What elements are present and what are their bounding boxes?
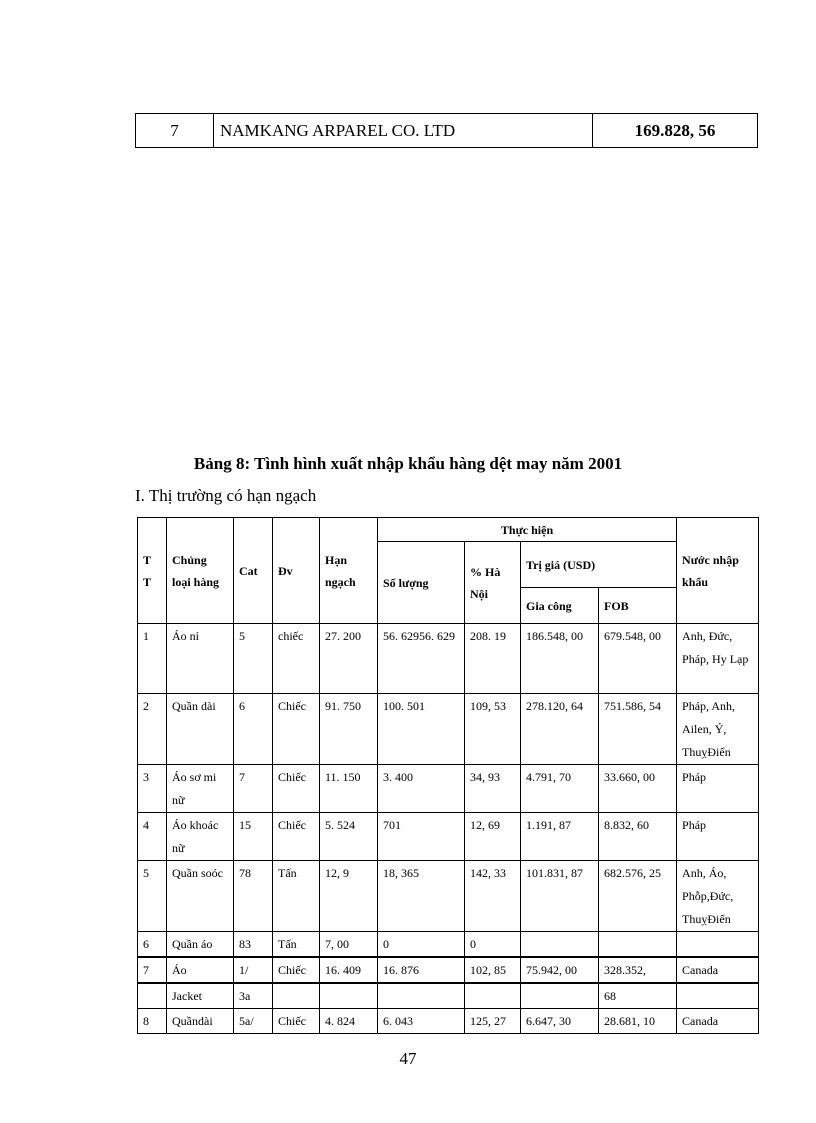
cell-fob: 68 bbox=[599, 983, 677, 1009]
cell-so-luong: 56. 62956. 629 bbox=[378, 624, 465, 694]
cell-so-luong: 0 bbox=[378, 932, 465, 958]
cell-dv: Chiếc bbox=[273, 765, 320, 813]
cell-nuoc: Canada bbox=[677, 1009, 759, 1034]
cell-han-ngach: 7, 00 bbox=[320, 932, 378, 958]
cell-pct: 12, 69 bbox=[465, 813, 521, 861]
cell-nuoc: Canada bbox=[677, 957, 759, 983]
cell-pct: 0 bbox=[465, 932, 521, 958]
cell-han-ngach: 16. 409 bbox=[320, 957, 378, 983]
cell-tt: 3 bbox=[138, 765, 167, 813]
cell-fob: 33.660, 00 bbox=[599, 765, 677, 813]
cell-han-ngach: 27. 200 bbox=[320, 624, 378, 694]
top-value: 169.828, 56 bbox=[593, 114, 758, 148]
table-row bbox=[138, 932, 759, 958]
cell-nuoc: Pháp bbox=[677, 813, 759, 861]
cell-chung-loai: Quần soóc bbox=[167, 861, 234, 932]
cell-cat: 15 bbox=[234, 813, 273, 861]
cell-fob: 328.352, bbox=[599, 957, 677, 983]
cell-fob: 8.832, 60 bbox=[599, 813, 677, 861]
cell-dv: Tấn bbox=[273, 932, 320, 958]
cell-dv: Chiếc bbox=[273, 1009, 320, 1034]
table-row bbox=[138, 1009, 759, 1034]
cell-so-luong: 100. 501 bbox=[378, 694, 465, 765]
cell-so-luong: 3. 400 bbox=[378, 765, 465, 813]
cell-tt: 7 bbox=[138, 957, 167, 983]
cell-gia-cong: 186.548, 00 bbox=[521, 624, 599, 694]
table-row bbox=[138, 765, 759, 813]
cell-gia-cong bbox=[521, 932, 599, 958]
cell-tt: 1 bbox=[138, 624, 167, 694]
header-chung-loai: Chủng loại hàng bbox=[167, 518, 234, 624]
cell-so-luong: 6. 043 bbox=[378, 1009, 465, 1034]
cell-chung-loai: Quầndài bbox=[167, 1009, 234, 1034]
cell-cat: 5a/ bbox=[234, 1009, 273, 1034]
cell-cat: 7 bbox=[234, 765, 273, 813]
table-row bbox=[138, 983, 759, 1009]
cell-tt: 6 bbox=[138, 932, 167, 958]
header-tt: T T bbox=[138, 518, 167, 624]
header-fob: FOB bbox=[599, 588, 677, 624]
header-pct: % Hà Nội bbox=[465, 542, 521, 624]
cell-gia-cong: 75.942, 00 bbox=[521, 957, 599, 983]
cell-pct: 208. 19 bbox=[465, 624, 521, 694]
cell-dv bbox=[273, 983, 320, 1009]
table-caption: Bảng 8: Tình hình xuất nhập khẩu hàng dệt may năm 2001 bbox=[193, 454, 623, 473]
cell-fob bbox=[599, 932, 677, 958]
cell-cat: 6 bbox=[234, 694, 273, 765]
cell-fob: 682.576, 25 bbox=[599, 861, 677, 932]
cell-pct: 142, 33 bbox=[465, 861, 521, 932]
page-number: 47 bbox=[399, 1049, 417, 1068]
cell-cat: 83 bbox=[234, 932, 273, 958]
cell-chung-loai: Áo nỉ bbox=[167, 624, 234, 694]
table-row bbox=[138, 694, 759, 765]
header-thuc-hien: Thực hiện bbox=[378, 518, 677, 542]
header-nuoc: Nước nhập khẩu bbox=[677, 518, 759, 624]
cell-tt: 8 bbox=[138, 1009, 167, 1034]
cell-dv: Tấn bbox=[273, 861, 320, 932]
cell-cat: 1/ bbox=[234, 957, 273, 983]
cell-fob: 751.586, 54 bbox=[599, 694, 677, 765]
cell-pct: 109, 53 bbox=[465, 694, 521, 765]
cell-tt: 5 bbox=[138, 861, 167, 932]
table-row bbox=[138, 624, 759, 694]
table-row bbox=[138, 813, 759, 861]
cell-han-ngach: 12, 9 bbox=[320, 861, 378, 932]
header-cat: Cat bbox=[234, 518, 273, 624]
cell-gia-cong: 278.120, 64 bbox=[521, 694, 599, 765]
table-row bbox=[138, 861, 759, 932]
top-table-row bbox=[136, 114, 758, 148]
export-table bbox=[137, 517, 759, 1034]
cell-so-luong: 701 bbox=[378, 813, 465, 861]
cell-fob: 28.681, 10 bbox=[599, 1009, 677, 1034]
header-tri-gia: Trị giá (USD) bbox=[521, 542, 677, 588]
cell-pct: 125, 27 bbox=[465, 1009, 521, 1034]
cell-han-ngach bbox=[320, 983, 378, 1009]
cell-han-ngach: 5. 524 bbox=[320, 813, 378, 861]
cell-cat: 5 bbox=[234, 624, 273, 694]
cell-tt: 2 bbox=[138, 694, 167, 765]
cell-pct: 34, 93 bbox=[465, 765, 521, 813]
cell-tt: 4 bbox=[138, 813, 167, 861]
cell-gia-cong: 101.831, 87 bbox=[521, 861, 599, 932]
header-gia-cong: Gia công bbox=[521, 588, 599, 624]
header-dv: Đv bbox=[273, 518, 320, 624]
top-table bbox=[135, 113, 758, 148]
cell-fob: 679.548, 00 bbox=[599, 624, 677, 694]
cell-chung-loai: Áo khoác nữ bbox=[167, 813, 234, 861]
header-han-ngach: Hạn ngạch bbox=[320, 518, 378, 624]
cell-gia-cong bbox=[521, 983, 599, 1009]
cell-nuoc bbox=[677, 932, 759, 958]
cell-dv: chiếc bbox=[273, 624, 320, 694]
cell-chung-loai: Áo sơ mi nữ bbox=[167, 765, 234, 813]
cell-so-luong bbox=[378, 983, 465, 1009]
cell-nuoc: Anh, Áo, Phỗp,Đức, ThuỵĐiển bbox=[677, 861, 759, 932]
cell-pct: 102, 85 bbox=[465, 957, 521, 983]
cell-gia-cong: 6.647, 30 bbox=[521, 1009, 599, 1034]
top-tt: 7 bbox=[136, 114, 214, 148]
cell-chung-loai: Quần dài bbox=[167, 694, 234, 765]
cell-chung-loai: Quần áo bbox=[167, 932, 234, 958]
cell-dv: Chiếc bbox=[273, 957, 320, 983]
cell-nuoc: Pháp bbox=[677, 765, 759, 813]
cell-chung-loai: Jacket bbox=[167, 983, 234, 1009]
cell-nuoc: Pháp, Anh, Ailen, Ý, ThuỵĐiển bbox=[677, 694, 759, 765]
cell-pct bbox=[465, 983, 521, 1009]
cell-chung-loai: Áo bbox=[167, 957, 234, 983]
cell-so-luong: 16. 876 bbox=[378, 957, 465, 983]
cell-cat: 3a bbox=[234, 983, 273, 1009]
top-company-name: NAMKANG ARPAREL CO. LTD bbox=[214, 114, 593, 148]
cell-nuoc: Anh, Đức, Pháp, Hy Lạp bbox=[677, 624, 759, 694]
table-row bbox=[138, 957, 759, 983]
cell-han-ngach: 4. 824 bbox=[320, 1009, 378, 1034]
cell-so-luong: 18, 365 bbox=[378, 861, 465, 932]
cell-dv: Chiếc bbox=[273, 694, 320, 765]
cell-gia-cong: 4.791, 70 bbox=[521, 765, 599, 813]
cell-han-ngach: 91. 750 bbox=[320, 694, 378, 765]
section-heading: I. Thị trường có hạn ngạch bbox=[135, 486, 317, 505]
cell-han-ngach: 11. 150 bbox=[320, 765, 378, 813]
cell-gia-cong: 1.191, 87 bbox=[521, 813, 599, 861]
header-so-luong: Số lượng bbox=[378, 542, 465, 624]
cell-nuoc bbox=[677, 983, 759, 1009]
cell-tt bbox=[138, 983, 167, 1009]
cell-cat: 78 bbox=[234, 861, 273, 932]
cell-dv: Chiếc bbox=[273, 813, 320, 861]
